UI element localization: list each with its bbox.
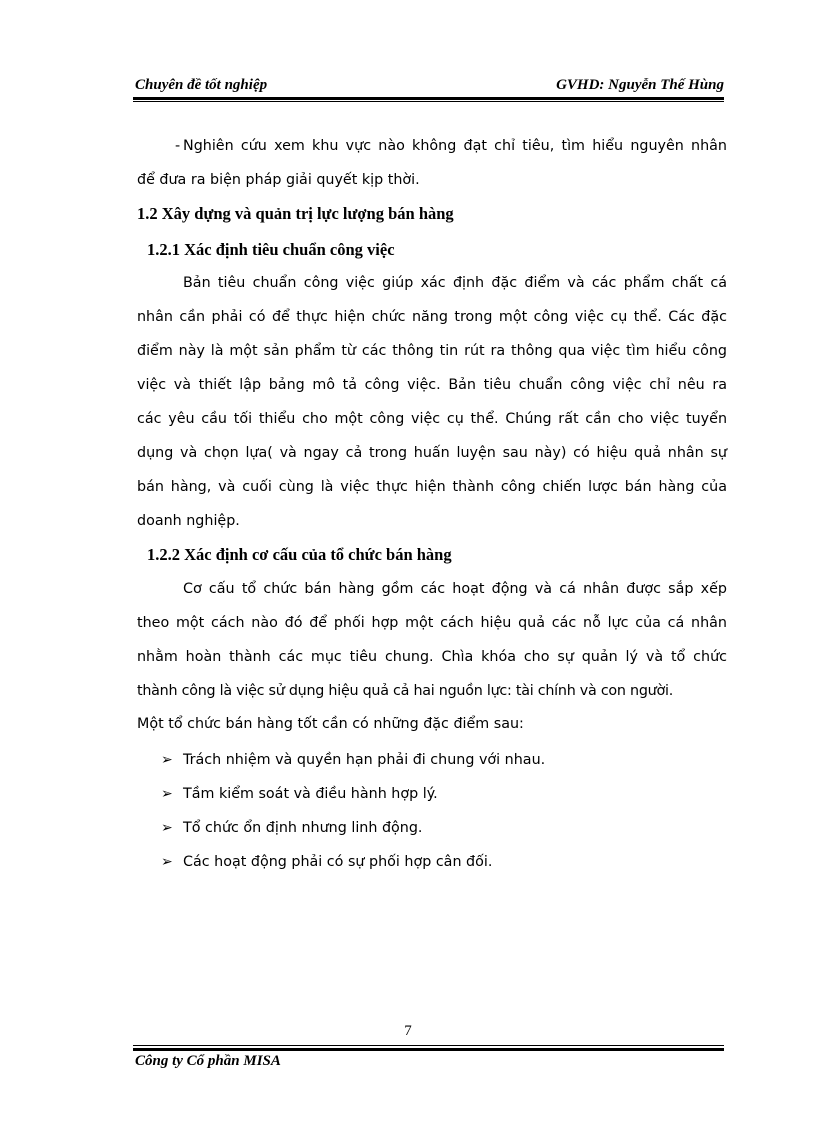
paragraph-line: Một tổ chức bán hàng tốt cần có những đặc điểm sau: <box>137 716 524 732</box>
paragraph-line: các yêu cầu tối thiểu cho một công việc cụ thể. Chúng rất cần cho việc tuyển <box>137 411 727 427</box>
header-rule <box>133 97 724 100</box>
dash-marker: - <box>175 138 181 154</box>
header-left-title: Chuyên đề tốt nghiệp <box>135 77 268 93</box>
footer-company: Công ty Cổ phần MISA <box>135 1053 281 1069</box>
bullet-item: Các hoạt động phải có sự phối hợp cân đối. <box>183 854 493 870</box>
arrow-bullet-icon: ➢ <box>161 786 173 802</box>
page-number: 7 <box>404 1023 412 1039</box>
header-right-advisor: GVHD: Nguyễn Thế Hùng <box>556 77 724 93</box>
intro-bullet-line-2: để đưa ra biện pháp giải quyết kịp thời. <box>137 172 420 188</box>
paragraph-line: dụng và chọn lựa( và ngay cả trong huấn luyện sau này) có hiệu quả nhân sự <box>137 445 727 461</box>
paragraph-line: Cơ cấu tổ chức bán hàng gồm các hoạt động và cá nhân được sắp xếp <box>183 581 727 597</box>
arrow-bullet-icon: ➢ <box>161 752 173 768</box>
header-rule-thin <box>133 101 724 102</box>
bullet-item: Tầm kiểm soát và điều hành hợp lý. <box>183 786 438 802</box>
paragraph-line: doanh nghiệp. <box>137 513 240 529</box>
paragraph-line: nhằm hoàn thành các mục tiêu chung. Chìa khóa cho sự quản lý và tổ chức <box>137 649 727 665</box>
paragraph-line: theo một cách nào đó để phối hợp một cách hiệu quả các nỗ lực của cá nhân <box>137 615 727 631</box>
arrow-bullet-icon: ➢ <box>161 820 173 836</box>
bullet-item: Trách nhiệm và quyền hạn phải đi chung với nhau. <box>183 752 546 768</box>
intro-bullet-line-1: Nghiên cứu xem khu vực nào không đạt chỉ tiêu, tìm hiểu nguyên nhân <box>183 138 727 154</box>
arrow-bullet-icon: ➢ <box>161 854 173 870</box>
paragraph-line: bán hàng, và cuối cùng là việc thực hiện thành công chiến lược bán hàng của <box>137 479 727 495</box>
section-heading-1-2: 1.2 Xây dựng và quản trị lực lượng bán hàng <box>137 204 454 223</box>
footer-rule-thin <box>133 1045 724 1046</box>
paragraph-line: việc và thiết lập bảng mô tả công việc. Bản tiêu chuẩn công việc chỉ nêu ra <box>137 377 727 393</box>
paragraph-line: điểm này là một sản phẩm từ các thông tin rút ra thông qua việc tìm hiểu công <box>137 343 727 359</box>
paragraph-line: thành công là việc sử dụng hiệu quả cả hai nguồn lực: tài chính và con người. <box>137 683 673 699</box>
paragraph-line: Bản tiêu chuẩn công việc giúp xác định đặc điểm và các phẩm chất cá <box>183 275 727 291</box>
bullet-item: Tổ chức ổn định nhưng linh động. <box>183 820 423 836</box>
footer-rule <box>133 1048 724 1051</box>
section-heading-1-2-2: 1.2.2 Xác định cơ cấu của tổ chức bán hàng <box>147 545 452 564</box>
section-heading-1-2-1: 1.2.1 Xác định tiêu chuẩn công việc <box>147 240 395 259</box>
paragraph-line: nhân cần phải có để thực hiện chức năng trong một công việc cụ thể. Các đặc <box>137 309 727 325</box>
